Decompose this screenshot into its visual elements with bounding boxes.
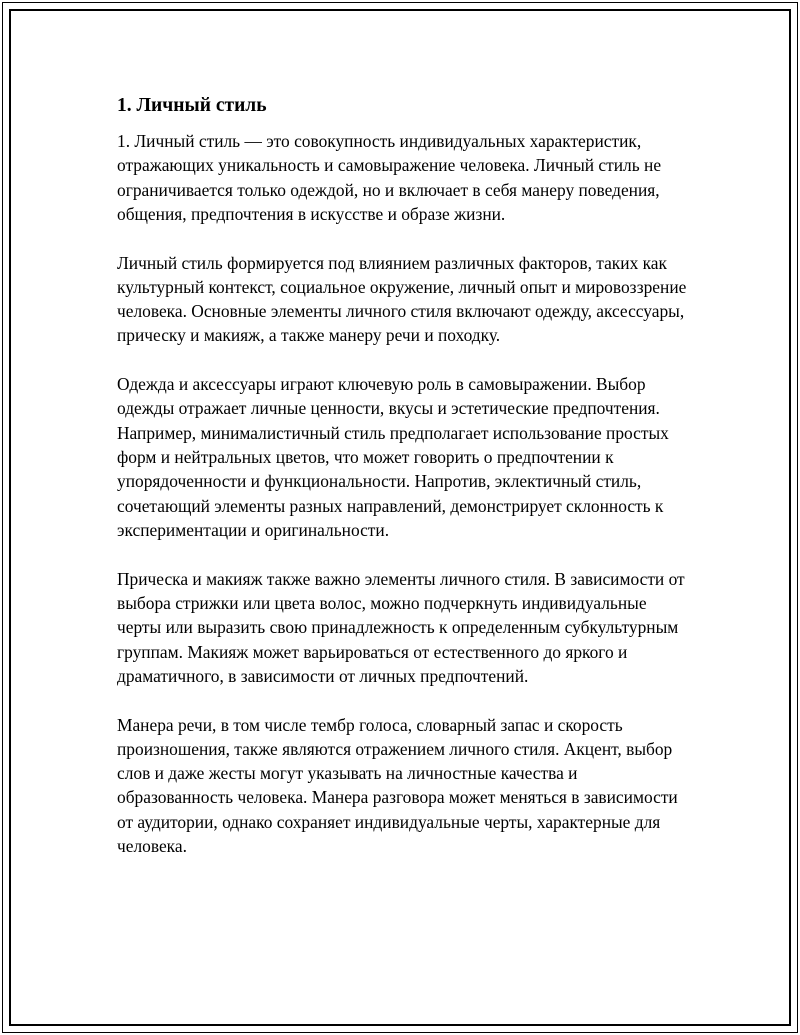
paragraph-formation: Личный стиль формируется под влиянием различных факторов, таких как культурный контекст, социальное окружение, личный опыт и мировоззрение человека. Основные элементы личного стиля включают одежду, аксессуары, прическу и макияж, а также манеру речи и походку.: [117, 252, 687, 346]
paragraph-hair-makeup: Прическа и макияж также важно элементы личного стиля. В зависимости от выбора стрижки или цвета волос, можно подчеркнуть индивидуальные черты или выразить свою принадлежность к определенным субкультурным группам. Макияж может варьироваться от естественного до яркого и драматичного, в зависимости от личных предпочтений.: [117, 568, 685, 686]
document-body: [117, 93, 687, 883]
paragraph-definition: 1. Личный стиль — это совокупность индивидуальных характеристик, отражающих уникальность и самовыражение человека. Личный стиль не ограничивается только одеждой, но и включает в себя манеру поведения, общения, предпочтения в искусстве и образе жизни.: [117, 131, 662, 224]
paragraph-clothing: Одежда и аксессуары играют ключевую роль в самовыражении. Выбор одежды отражает личные ценности, вкусы и эстетические предпочтения. Например, минималистичный стиль предполагает использование простых форм и нейтральных цветов, что может говорить о предпочтении к упорядоченности и функциональности. Напротив, эклектичный стиль, сочетающий элементы разных направлений, демонстрирует склонность к экспериментации и оригинальности.: [117, 374, 669, 540]
paragraph-speech: Манера речи, в том числе тембр голоса, словарный запас и скорость произношения, также являются отражением личного стиля. Акцент, выбор слов и даже жесты могут указывать на личностные качества и образованность человека. Манера разговора может меняться в зависимости от аудитории, однако сохраняет индивидуальные черты, характерные для человека.: [117, 714, 678, 856]
document-title: 1. Личный стиль: [117, 95, 267, 116]
